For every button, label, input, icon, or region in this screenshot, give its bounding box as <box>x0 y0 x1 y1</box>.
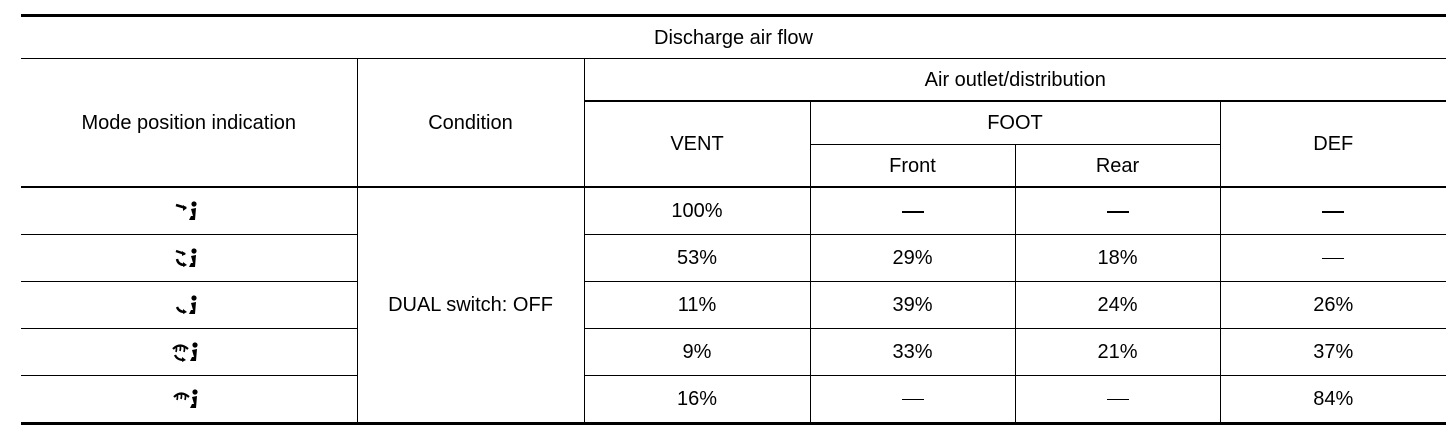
bi-level-mode-icon <box>169 246 209 270</box>
table-row <box>21 282 1446 329</box>
condition-header: Condition <box>357 59 584 188</box>
foot-header: FOOT <box>810 101 1220 145</box>
not-applicable-dash <box>902 399 924 400</box>
vent-value: 9% <box>584 329 810 376</box>
not-applicable-dash <box>1322 211 1344 213</box>
table-title: Discharge air flow <box>21 16 1446 59</box>
defrost-mode-icon <box>169 387 209 411</box>
table-row <box>21 235 1446 282</box>
mode-cell <box>21 329 357 376</box>
vent-value: 11% <box>584 282 810 329</box>
front-value <box>810 187 1015 235</box>
rear-value <box>1015 187 1220 235</box>
foot-front-header: Front <box>810 145 1015 188</box>
foot-rear-header: Rear <box>1015 145 1220 188</box>
air-outlet-distribution-header: Air outlet/distribution <box>584 59 1446 102</box>
foot-defrost-mode-icon <box>169 340 209 364</box>
front-value: 33% <box>810 329 1015 376</box>
vent-value: 53% <box>584 235 810 282</box>
rear-value: 18% <box>1015 235 1220 282</box>
def-value <box>1220 235 1446 282</box>
front-value: 39% <box>810 282 1015 329</box>
vent-header: VENT <box>584 101 810 187</box>
mode-cell <box>21 282 357 329</box>
discharge-air-flow-table <box>21 14 1446 425</box>
not-applicable-dash <box>1322 258 1344 259</box>
front-value: 29% <box>810 235 1015 282</box>
def-header: DEF <box>1220 101 1446 187</box>
mode-cell <box>21 235 357 282</box>
foot-mode-icon <box>169 293 209 317</box>
not-applicable-dash <box>1107 399 1129 400</box>
rear-value <box>1015 376 1220 424</box>
table-row <box>21 329 1446 376</box>
condition-value: DUAL switch: OFF <box>357 187 584 424</box>
table-row <box>21 376 1446 424</box>
mode-cell <box>21 187 357 235</box>
def-value: 84% <box>1220 376 1446 424</box>
mode-cell <box>21 376 357 424</box>
def-value: 37% <box>1220 329 1446 376</box>
def-value: 26% <box>1220 282 1446 329</box>
def-value <box>1220 187 1446 235</box>
table-row <box>21 187 1446 235</box>
vent-value: 16% <box>584 376 810 424</box>
vent-mode-icon <box>169 199 209 223</box>
front-value <box>810 376 1015 424</box>
vent-value: 100% <box>584 187 810 235</box>
not-applicable-dash <box>1107 211 1129 213</box>
rear-value: 21% <box>1015 329 1220 376</box>
mode-position-header: Mode position indication <box>21 59 357 188</box>
not-applicable-dash <box>902 211 924 213</box>
rear-value: 24% <box>1015 282 1220 329</box>
